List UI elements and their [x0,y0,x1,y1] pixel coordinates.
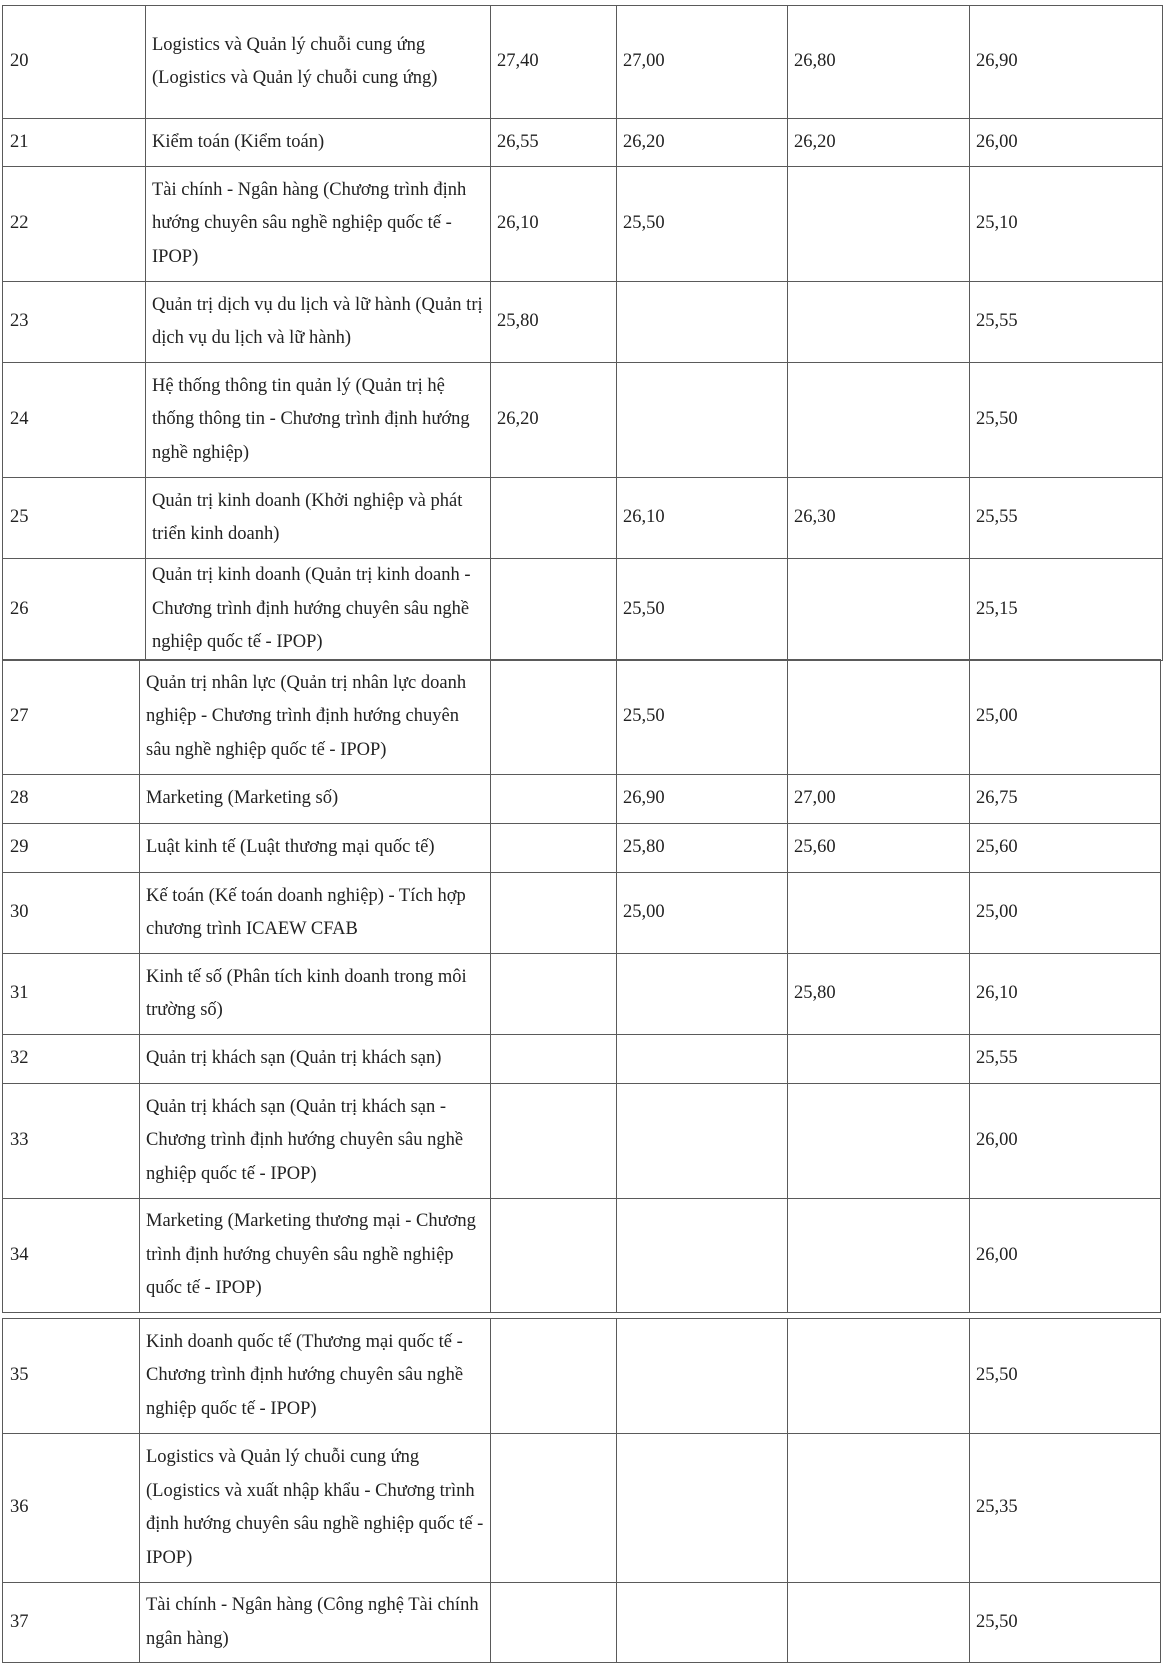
table-row [3,873,1161,954]
score-cell: 25,60 [788,824,970,873]
row-number: 25 [3,478,146,559]
score-cell: 25,35 [970,1434,1161,1583]
score-cell [491,775,617,824]
score-cell [788,1583,970,1663]
score-cell [788,282,970,363]
table-row [3,119,1163,167]
major-name: Tài chính - Ngân hàng (Chương trình định hướng chuyên sâu nghề nghiệp quốc tế - IPOP) [146,167,491,282]
table-row [3,559,1163,661]
major-name: Logistics và Quản lý chuỗi cung ứng (Logistics và Quản lý chuỗi cung ứng) [146,6,491,119]
score-cell [491,824,617,873]
major-name: Quản trị kinh doanh (Khởi nghiệp và phát triển kinh doanh) [146,478,491,559]
score-table-part-1 [2,5,1163,661]
score-cell [788,1434,970,1583]
score-cell: 26,80 [788,6,970,119]
score-cell: 25,50 [970,1319,1161,1434]
score-cell [788,167,970,282]
score-cell [788,660,970,775]
score-cell: 25,50 [970,1583,1161,1663]
score-cell: 25,50 [617,167,788,282]
major-name: Tài chính - Ngân hàng (Công nghệ Tài chính ngân hàng) [140,1583,491,1663]
score-cell: 25,80 [788,954,970,1035]
score-cell: 26,10 [617,478,788,559]
major-name: Kinh tế số (Phân tích kinh doanh trong môi trường số) [140,954,491,1035]
row-number: 30 [3,873,140,954]
table-row [3,478,1163,559]
score-cell: 25,50 [617,559,788,661]
score-cell [788,1084,970,1199]
score-cell: 25,15 [970,559,1163,661]
score-cell [617,1035,788,1084]
score-cell: 26,10 [970,954,1161,1035]
score-cell [491,1035,617,1084]
major-name: Luật kinh tế (Luật thương mại quốc tế) [140,824,491,873]
score-cell: 26,00 [970,1084,1161,1199]
table-row [3,1319,1161,1434]
score-cell: 25,55 [970,282,1163,363]
score-cell: 25,55 [970,478,1163,559]
score-cell: 25,10 [970,167,1163,282]
table-row [3,363,1163,478]
score-cell [788,1035,970,1084]
table-row [3,660,1161,775]
score-cell [617,282,788,363]
major-name: Quản trị khách sạn (Quản trị khách sạn) [140,1035,491,1084]
row-number: 32 [3,1035,140,1084]
table-row [3,1583,1161,1663]
row-number: 31 [3,954,140,1035]
score-cell: 26,75 [970,775,1161,824]
score-cell: 26,55 [491,119,617,167]
score-cell [788,1319,970,1434]
row-number: 24 [3,363,146,478]
score-cell: 25,55 [970,1035,1161,1084]
table-row [3,167,1163,282]
score-cell: 25,80 [491,282,617,363]
score-cell: 26,00 [970,1199,1161,1313]
table-row [3,282,1163,363]
score-cell [491,478,617,559]
score-cell [491,660,617,775]
table-row [3,1199,1161,1313]
score-cell [788,873,970,954]
row-number: 33 [3,1084,140,1199]
score-cell: 26,90 [617,775,788,824]
major-name: Quản trị kinh doanh (Quản trị kinh doanh - Chương trình định hướng chuyên sâu nghề nghiệp quốc tế - IPOP) [146,559,491,661]
major-name: Kinh doanh quốc tế (Thương mại quốc tế - Chương trình định hướng chuyên sâu nghề nghiệp quốc tế - IPOP) [140,1319,491,1434]
row-number: 26 [3,559,146,661]
major-name: Marketing (Marketing số) [140,775,491,824]
score-cell: 25,00 [617,873,788,954]
score-cell [491,873,617,954]
table-row [3,1035,1161,1084]
score-table-part-3 [2,1318,1161,1663]
major-name: Marketing (Marketing thương mại - Chương trình định hướng chuyên sâu nghề nghiệp quốc tế - IPOP) [140,1199,491,1313]
table-row [3,1084,1161,1199]
score-cell [491,559,617,661]
row-number: 29 [3,824,140,873]
major-name: Kế toán (Kế toán doanh nghiệp) - Tích hợp chương trình ICAEW CFAB [140,873,491,954]
score-cell [788,1199,970,1313]
score-cell [617,954,788,1035]
table-row [3,775,1161,824]
row-number: 34 [3,1199,140,1313]
major-name: Quản trị nhân lực (Quản trị nhân lực doanh nghiệp - Chương trình định hướng chuyên sâu nghề nghiệp quốc tế - IPOP) [140,660,491,775]
score-cell: 26,20 [491,363,617,478]
score-cell [491,1199,617,1313]
score-cell [491,1583,617,1663]
major-name: Kiểm toán (Kiểm toán) [146,119,491,167]
table-row [3,824,1161,873]
score-cell: 25,00 [970,660,1161,775]
score-cell: 27,40 [491,6,617,119]
score-cell [617,1084,788,1199]
score-cell: 25,60 [970,824,1161,873]
row-number: 20 [3,6,146,119]
major-name: Hệ thống thông tin quản lý (Quản trị hệ thống thông tin - Chương trình định hướng nghề nghiệp) [146,363,491,478]
score-cell: 26,00 [970,119,1163,167]
score-cell: 25,80 [617,824,788,873]
score-cell: 26,20 [788,119,970,167]
score-cell: 27,00 [617,6,788,119]
score-table-part-2 [2,659,1161,1313]
score-cell [617,1583,788,1663]
score-cell: 25,00 [970,873,1161,954]
row-number: 37 [3,1583,140,1663]
score-cell [491,1084,617,1199]
score-cell: 26,90 [970,6,1163,119]
score-cell [617,363,788,478]
major-name: Quản trị khách sạn (Quản trị khách sạn - Chương trình định hướng chuyên sâu nghề nghiệp quốc tế - IPOP) [140,1084,491,1199]
score-cell: 25,50 [617,660,788,775]
score-cell [491,1319,617,1434]
row-number: 27 [3,660,140,775]
row-number: 22 [3,167,146,282]
score-cell [617,1199,788,1313]
row-number: 35 [3,1319,140,1434]
row-number: 21 [3,119,146,167]
score-cell: 26,30 [788,478,970,559]
score-cell [617,1434,788,1583]
score-cell [788,363,970,478]
row-number: 36 [3,1434,140,1583]
table-row [3,954,1161,1035]
score-cell [491,954,617,1035]
score-cell: 27,00 [788,775,970,824]
score-cell: 25,50 [970,363,1163,478]
score-cell [617,1319,788,1434]
score-cell: 26,20 [617,119,788,167]
major-name: Quản trị dịch vụ du lịch và lữ hành (Quản trị dịch vụ du lịch và lữ hành) [146,282,491,363]
score-cell [788,559,970,661]
major-name: Logistics và Quản lý chuỗi cung ứng (Logistics và xuất nhập khẩu - Chương trình định hướng chuyên sâu nghề nghiệp quốc tế - IPOP) [140,1434,491,1583]
row-number: 28 [3,775,140,824]
table-row [3,6,1163,119]
row-number: 23 [3,282,146,363]
score-cell [491,1434,617,1583]
score-cell: 26,10 [491,167,617,282]
table-row [3,1434,1161,1583]
